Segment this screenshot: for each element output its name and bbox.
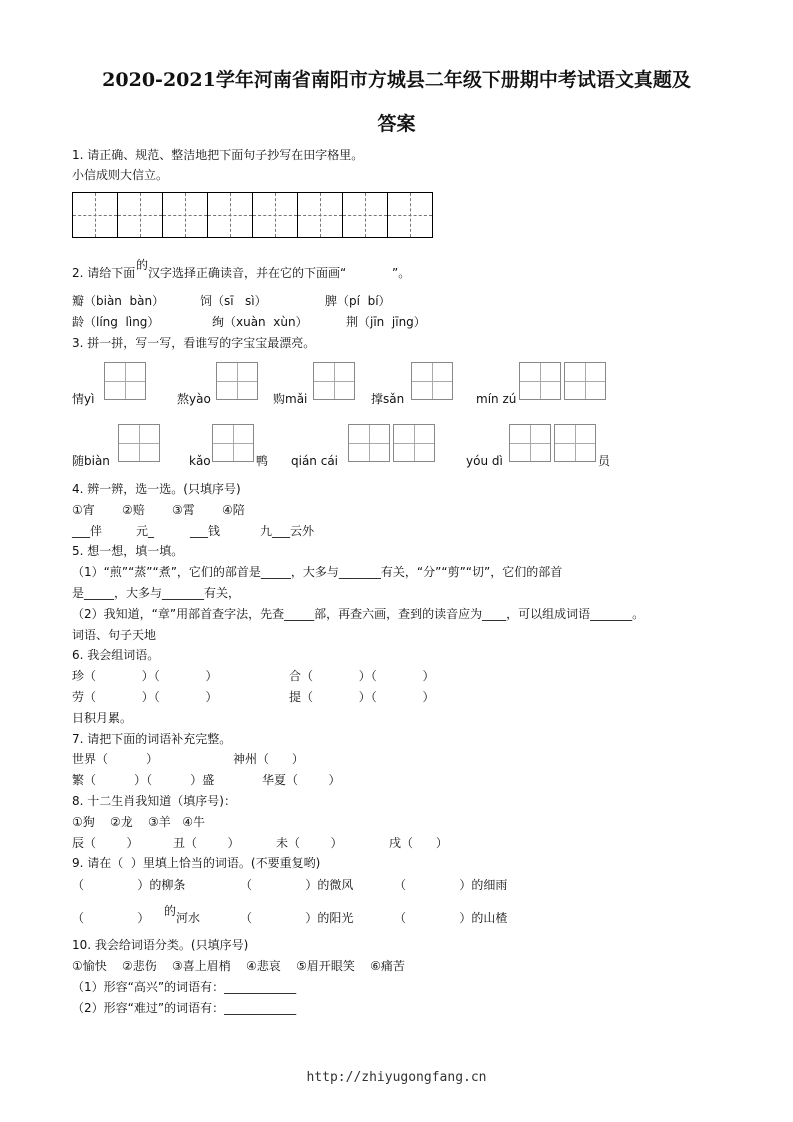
q6-item: 珍（ ）（ ） [72,669,218,683]
q9-title: 9. 请在（ ）里填上恰当的词语。(不要重复哟) [72,856,321,870]
q2-item: 饲（sī sì） [200,294,267,308]
section-heading: 词语、句子天地 [72,628,157,642]
q4-option: ①宵 [72,503,95,517]
q4-title: 4. 辨一辨，选一选。(只填序号) [72,482,241,496]
q2-item: 荆（jīn jīng） [346,315,426,329]
q4-item: ___钱 [190,524,221,538]
q5-line: （1）“煎”“蒸”“煮”，它们的部首是_____，大多与_______有关，“分”“剪”“切”，它们的部首 [72,565,563,579]
q4-item: 元_ [136,524,155,538]
writing-box[interactable] [104,362,146,400]
writing-box[interactable] [564,362,606,400]
tianzige-grid [72,192,432,238]
q3-prompt: 随biàn [72,454,110,468]
tianzige-cell[interactable] [207,192,253,238]
tianzige-cell[interactable] [387,192,433,238]
q4-option: ②赔 [122,503,145,517]
q2-title-a: 2. 请给下面 [72,266,136,280]
q10-options: ①愉快 ②悲伤 ③喜上眉梢 ④悲哀 ⑤眉开眼笑 ⑥痛苦 [72,959,405,973]
tianzige-cell[interactable] [297,192,343,238]
q9-sup: 的 [164,904,177,918]
q4-item: ___伴 [72,524,103,538]
q3-prompt: kǎo [189,454,211,468]
q9-item: 河水 [176,911,201,925]
q3-prompt: 鸭 [256,454,269,468]
q7-title: 7. 请把下面的词语补充完整。 [72,732,232,746]
writing-box[interactable] [118,424,160,462]
q1-sentence: 小信成则大信立。 [72,168,169,182]
q3-prompt: 熬yào [177,392,211,406]
q6-title: 6. 我会组词语。 [72,648,160,662]
q4-option: ④陪 [222,503,245,517]
q3-title: 3. 拼一拼，写一写，看谁写的字宝宝最漂亮。 [72,336,316,350]
q2-title-b: 汉字选择正确读音，并在它的下面画“ ”。 [148,266,411,280]
writing-box[interactable] [554,424,596,462]
q2-item: 龄（líng lìng） [72,315,160,329]
tianzige-cell[interactable] [342,192,388,238]
writing-box[interactable] [509,424,551,462]
q4-item: 九___云外 [260,524,315,538]
q2-item: 绚（xuàn xùn） [212,315,308,329]
q10-line: （1）形容“高兴”的词语有：____________ [72,980,297,994]
q3-prompt: 员 [598,454,611,468]
writing-box[interactable] [411,362,453,400]
writing-box[interactable] [313,362,355,400]
writing-box[interactable] [212,424,254,462]
q9-item: （ ）的柳条 [72,878,186,892]
q6-item: 提（ ）（ ） [289,690,435,704]
q6-item: 合（ ）（ ） [289,669,435,683]
q7-item: 世界（ ） [72,752,159,766]
q8-item: 丑（ ） [173,836,240,850]
q3-prompt: 撑sǎn [371,392,405,406]
writing-box[interactable] [519,362,561,400]
q3-prompt: mín zú [476,392,517,406]
footer-url: http://zhiyugongfang.cn [306,1070,487,1085]
q8-item: 未（ ） [276,836,343,850]
q10-line: （2）形容“难过”的词语有：____________ [72,1001,297,1015]
tianzige-cell[interactable] [72,192,118,238]
q6-item: 劳（ ）（ ） [72,690,218,704]
q9-item: （ ） [72,911,150,925]
q8-item: 辰（ ） [72,836,139,850]
q10-title: 10. 我会给词语分类。(只填序号) [72,938,249,952]
tianzige-cell[interactable] [252,192,298,238]
q9-item: （ ）的山楂 [394,911,508,925]
page-title: 2020-2021学年河南省南阳市方城县二年级下册期中考试语文真题及 [102,69,691,91]
writing-box[interactable] [216,362,258,400]
q4-option: ③霄 [172,503,195,517]
q8-options: ①狗 ②龙 ③羊 ④牛 [72,815,205,829]
q9-item: （ ）的阳光 [240,911,354,925]
q5-title: 5. 想一想，填一填。 [72,544,184,558]
q7-item: 神州（ ） [233,752,304,766]
q3-prompt: yóu dì [466,454,503,468]
q3-prompt: 情yì [72,392,95,406]
q5-line: （2）我知道，“章”用部首查字法，先查_____部，再查六画，查到的读音应为____，可以组成词语_______。 [72,607,645,621]
writing-box[interactable] [348,424,390,462]
q3-prompt: 购mǎi [273,392,308,406]
q7-item: 繁（ ）（ ）盛 [72,773,215,787]
writing-box[interactable] [393,424,435,462]
q2-item: 瓣（biàn bàn） [72,294,165,308]
page-title-line2: 答案 [377,113,416,135]
q2-title-sup: 的 [136,258,149,272]
q7-item: 华夏（ ） [262,773,341,787]
q8-item: 戌（ ） [389,836,448,850]
q2-item: 脾（pí bí） [325,294,391,308]
section-heading: 日积月累。 [72,711,133,725]
q3-prompt: qián cái [291,454,339,468]
q9-item: （ ）的细雨 [394,878,508,892]
q1-title: 1. 请正确、规范、整洁地把下面句子抄写在田字格里。 [72,148,364,162]
tianzige-cell[interactable] [162,192,208,238]
q9-item: （ ）的微风 [240,878,354,892]
tianzige-cell[interactable] [117,192,163,238]
q8-title: 8. 十二生肖我知道（填序号)： [72,794,236,808]
q5-line: 是_____，大多与_______有关， [72,586,241,600]
